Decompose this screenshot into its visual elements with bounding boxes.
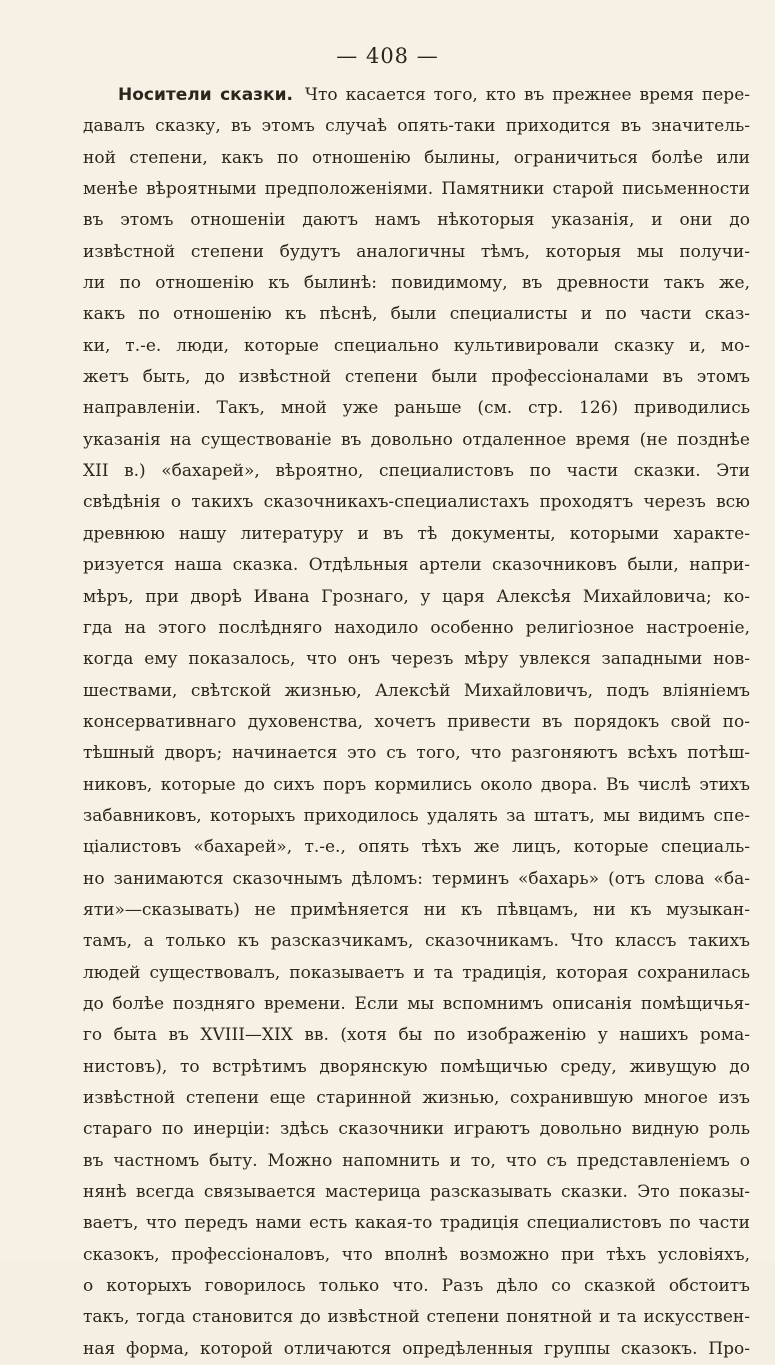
line-text: стараго по инерцiи: здѣсь сказочники играютъ довольно видную роль	[83, 1119, 750, 1140]
text-line	[83, 864, 750, 895]
section-heading: Носители сказки.	[118, 85, 293, 105]
text-line	[83, 456, 750, 487]
line-text: ки, т.-е. люди, которые специально культивировали сказку и, мо-	[83, 335, 750, 356]
line-text: въ этомъ отношенiи даютъ намъ нѣкоторыя указанiя, и они до	[83, 210, 750, 231]
line-text: направленiи. Такъ, мной уже раньше (см. стр. 126) приводились	[83, 398, 750, 419]
line-text: тамъ, а только къ разсказчикамъ, сказочникамъ. Что классъ такихъ	[83, 931, 750, 952]
text-line	[83, 550, 750, 581]
text-line	[83, 1052, 750, 1083]
text-line	[83, 111, 750, 142]
text-line	[83, 926, 750, 957]
body-paragraph	[83, 80, 750, 1365]
text-line	[83, 205, 750, 236]
line-text: свѣдѣнiя о такихъ сказочникахъ-специалистахъ проходятъ черезъ всю	[83, 492, 750, 513]
text-line	[83, 895, 750, 926]
line-text: указанiя на существованiе въ довольно отдаленное время (не позднѣе	[83, 429, 750, 450]
text-line	[83, 331, 750, 362]
line-text: мѣръ, при дворѣ Ивана Грознаго, у царя Алексѣя Михайловича; ко-	[83, 586, 750, 607]
page-number: — 408 —	[336, 44, 439, 68]
line-text: Что касается того, кто въ прежнее время пере-	[304, 85, 750, 105]
line-text: извѣстной степени еще старинной жизнью, сохранившую многое изъ	[83, 1088, 750, 1108]
text-line	[83, 1334, 750, 1365]
text-line	[83, 362, 750, 393]
text-line	[83, 143, 750, 174]
text-line	[83, 738, 750, 769]
text-line	[83, 519, 750, 550]
line-text: гда на этого послѣдняго находило особенно религiозное настроенiе,	[83, 617, 750, 638]
line-text: забавниковъ, которыхъ приходилось удалять за штатъ, мы видимъ спе-	[83, 805, 750, 826]
text-line	[83, 299, 750, 330]
text-line	[83, 644, 750, 675]
line-text: извѣстной степени будутъ аналогичны тѣмъ, которыя мы получи-	[83, 241, 750, 262]
line-text: людей существовалъ, показываетъ и та традицiя, которая сохранилась	[83, 962, 750, 983]
line-text: консервативнаго духовенства, хочетъ привести въ порядокъ свой по-	[83, 711, 750, 732]
line-text: давалъ сказку, въ этомъ случаѣ опять-таки приходится въ значитель-	[83, 116, 750, 137]
text-line	[83, 989, 750, 1020]
line-text: ли по отношенiю къ былинѣ: повидимому, въ древности такъ же,	[83, 273, 750, 294]
text-line	[83, 582, 750, 613]
text-line	[83, 676, 750, 707]
line-text: ризуется наша сказка. Отдѣльныя артели сказочниковъ были, напри-	[83, 555, 750, 576]
line-text: нянѣ всегда связывается мастерица разсказывать сказки. Это показы-	[83, 1182, 750, 1203]
text-line	[83, 707, 750, 738]
line-text: жетъ быть, до извѣстной степени были профессiоналами въ этомъ	[83, 367, 750, 388]
line-text: яти»—сказывать) не примѣняется ни къ пѣвцамъ, ни къ музыкан-	[83, 899, 750, 920]
line-text: о которыхъ говорилось только что. Разъ дѣло со сказкой обстоитъ	[83, 1276, 750, 1297]
text-line	[83, 613, 750, 644]
text-line	[83, 80, 750, 111]
text-line	[83, 770, 750, 801]
line-text: XII в.) «бахарей», вѣроятно, специалистовъ по части сказки. Эти	[83, 461, 750, 482]
line-text: ваетъ, что передъ нами есть какая-то традицiя специалистовъ по части	[83, 1213, 750, 1234]
line-text: менѣе вѣроятными предположенiями. Памятники старой письменности	[83, 179, 750, 200]
line-text: го быта въ XVIII—XIX вв. (хотя бы по изображенiю у нашихъ рома-	[83, 1025, 750, 1046]
line-text: ная форма, которой отличаются опредѣленныя группы сказокъ. Про-	[83, 1338, 750, 1359]
text-line	[83, 1114, 750, 1145]
line-text: нистовъ), то встрѣтимъ дворянскую помѣщичью среду, живущую до	[83, 1056, 750, 1077]
line-text: такъ, тогда становится до извѣстной степени понятной и та искусствен-	[83, 1307, 750, 1328]
line-text: въ частномъ быту. Можно напомнить и то, что съ представленiемъ о	[83, 1150, 750, 1171]
line-text: цiалистовъ «бахарей», т.-е., опять тѣхъ же лицъ, которые специаль-	[83, 837, 750, 858]
text-line	[83, 393, 750, 424]
line-text: никовъ, которые до сихъ поръ кормились около двора. Въ числѣ этихъ	[83, 774, 750, 795]
text-line	[83, 1271, 750, 1302]
text-line	[83, 1083, 750, 1114]
text-line	[83, 1302, 750, 1333]
text-line	[83, 832, 750, 863]
text-line	[83, 1020, 750, 1051]
text-line	[83, 487, 750, 518]
line-text: до болѣе поздняго времени. Если мы вспомнимъ описанiя помѣщичья-	[83, 993, 750, 1014]
text-line	[83, 237, 750, 268]
text-line	[83, 1240, 750, 1271]
text-line	[83, 174, 750, 205]
line-text: сказокъ, профессiоналовъ, что вполнѣ возможно при тѣхъ условiяхъ,	[83, 1244, 750, 1265]
text-line	[83, 268, 750, 299]
line-text: древнюю нашу литературу и въ тѣ документы, которыми характе-	[83, 523, 750, 544]
text-line	[83, 1177, 750, 1208]
line-text: ной степени, какъ по отношенiю былины, ограничиться болѣе или	[83, 147, 750, 168]
line-text: какъ по отношенiю къ пѣснѣ, были специалисты и по части сказ-	[83, 304, 750, 325]
text-line	[83, 801, 750, 832]
line-text: когда ему показалось, что онъ черезъ мѣру увлекся западными нов-	[83, 649, 750, 670]
line-text: но занимаются сказочнымъ дѣломъ: терминъ «бахарь» (отъ слова «ба-	[83, 868, 750, 889]
line-text: тѣшный дворъ; начинается это съ того, что разгоняютъ всѣхъ потѣш-	[83, 743, 750, 764]
text-line	[83, 425, 750, 456]
text-line	[83, 1208, 750, 1239]
text-line	[83, 958, 750, 989]
line-text: шествами, свѣтской жизнью, Алексѣй Михайловичъ, подъ влiянiемъ	[83, 680, 750, 701]
text-line	[83, 1146, 750, 1177]
